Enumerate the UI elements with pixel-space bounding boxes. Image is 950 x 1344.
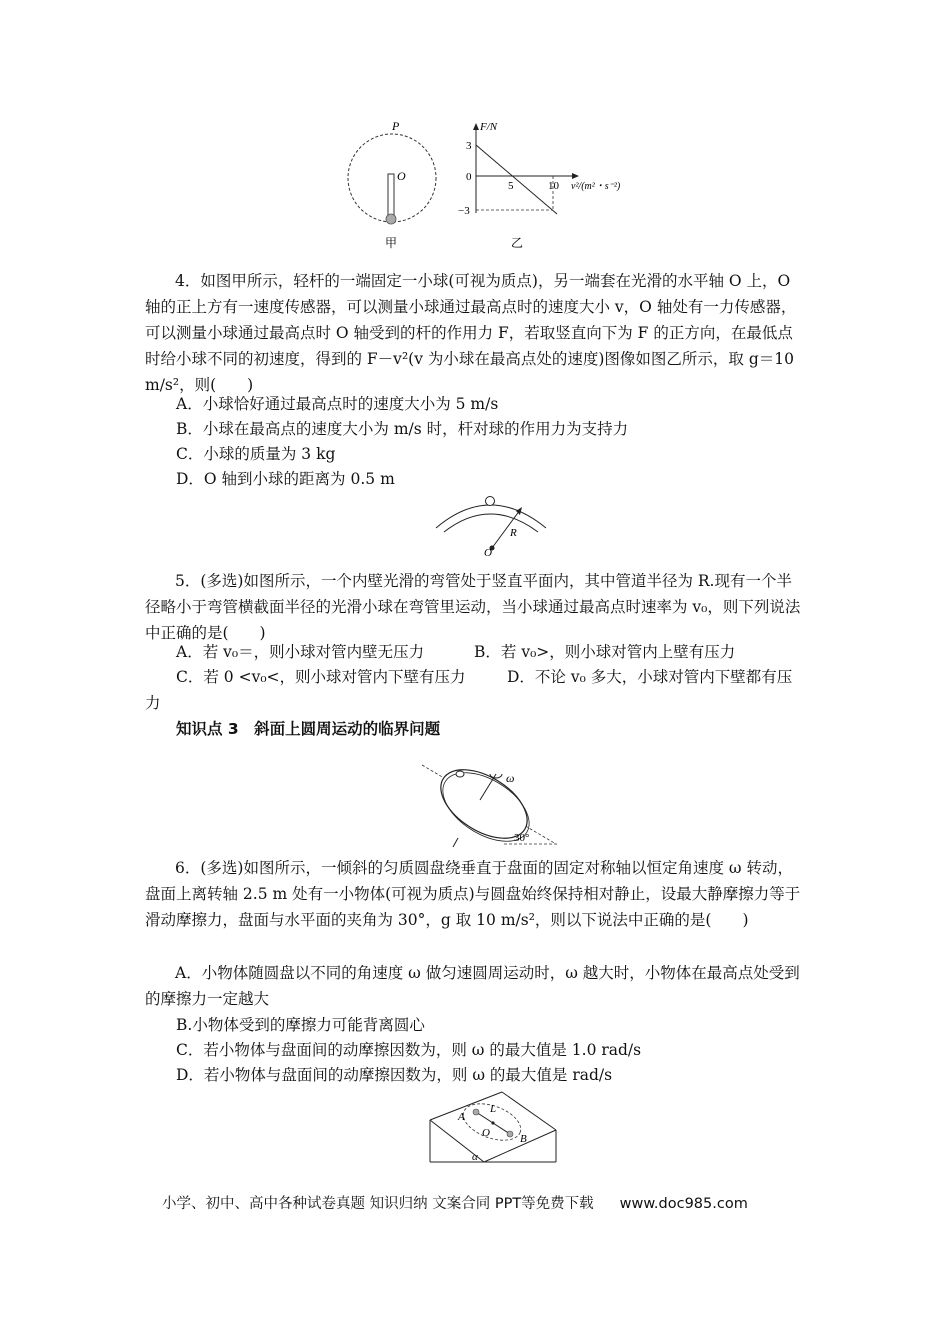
center-point-o <box>491 1121 494 1124</box>
q6-option-c: C．若小物体与盘面间的动摩擦因数为，则 ω 的最大值是 1.0 rad/s <box>176 1041 642 1059</box>
q6-option-b: B.小物体受到的摩擦力可能背离圆心 <box>176 1016 425 1034</box>
q6-option-d: D．若小物体与盘面间的动摩擦因数为，则 ω 的最大值是 rad/s <box>176 1066 613 1084</box>
q5-option-d: D．不论 v₀ 多大，小球对管内下壁都有压力 <box>145 668 793 712</box>
angle-label: 30° <box>514 832 530 844</box>
tick-label-neg3: −3 <box>458 205 470 217</box>
f-axis-label: F/N <box>480 121 498 133</box>
q4-option-c: C．小球的质量为 3 kg <box>176 445 336 463</box>
q5-stem: 5．(多选)如图所示，一个内壁光滑的弯管处于竖直平面内，其中管道半径为 R.现有一个半径略小于弯管横截面半径的光滑小球在弯管里运动，当小球通过最高点时速率为 v₀，则下列说法中正确的是( ) <box>145 572 801 642</box>
tube-inner-wall <box>444 514 538 532</box>
q6-option-a: A．小物体随圆盘以不同的角速度 ω 做匀速圆周运动时，ω 越大时，小物体在最高点处受到的摩擦力一定越大 <box>145 964 800 1008</box>
f-axis-arrow <box>473 123 479 130</box>
omega-label: ω <box>506 771 515 785</box>
small-object <box>456 771 464 777</box>
q5-option-a: A．若 v₀＝，则小球对管内壁无压力 <box>176 643 425 661</box>
label-r: R <box>510 527 517 539</box>
v2-axis-label: v²/(m²・s⁻²) <box>571 181 621 192</box>
q5-option-b: B．若 v₀>，则小球对管内上壁有压力 <box>474 643 736 661</box>
q4-option-b: B．小球在最高点的速度大小为 m/s 时，杆对球的作用力为支持力 <box>176 420 629 438</box>
figure-jia-label: 甲 <box>385 236 398 250</box>
label-b: B <box>520 1133 527 1145</box>
q4-stem: 4．如图甲所示，轻杆的一端固定一小球(可视为质点)，另一端套在光滑的水平轴 O 上，O 轴的正上方有一速度传感器，可以测量小球通过最高点时的速度大小 v，O 轴处有一力传感器，可以测量小球通过最高点时 O 轴受到的杆的作用力 F，若取竖直向下为 F 的正方向，在最低点时给小球不同的初速度，得到的 F－v²(v 为小球在最高点处的速度)图像如图乙所示，取 g＝10 m/s²，则( ) <box>145 272 797 394</box>
tick-label-10: 10 <box>548 180 559 192</box>
q6-stem: 6．(多选)如图所示，一倾斜的匀质圆盘绕垂直于盘面的固定对称轴以恒定角速度 ω 转动，盘面上离转轴 2.5 m 处有一小物体(可视为质点)与圆盘始终保持相对静止，设最大静摩擦力等于滑动摩擦力，盘面与水平面的夹角为 30°，g 取 10 m/s²，则以下说法中正确的是( ) <box>145 859 801 929</box>
label-o: O <box>482 1127 490 1139</box>
label-o: O <box>484 547 492 559</box>
footer-site-link[interactable]: www.doc985.com <box>619 1196 748 1212</box>
figure-incline <box>426 1090 560 1168</box>
figure-yi-label: 乙 <box>511 236 524 250</box>
label-alpha: α <box>472 1151 478 1163</box>
q4-option-a: A．小球恰好通过最高点时的速度大小为 5 m/s <box>176 395 499 413</box>
tick-label-0: 0 <box>466 171 472 183</box>
figure-q4 <box>340 118 640 253</box>
label-a: A <box>458 1111 465 1123</box>
footer-text: 小学、初中、高中各种试卷真题 知识归纳 文案合同 PPT等免费下载 <box>162 1196 594 1212</box>
figure-q6 <box>420 760 560 850</box>
ball-a <box>473 1109 479 1115</box>
tube-outer-wall <box>436 505 546 528</box>
point-p-label: P <box>392 119 400 133</box>
f-v2-line <box>476 145 557 214</box>
ball-b <box>507 1131 513 1137</box>
rotation-axis-bottom <box>453 838 458 847</box>
small-ball <box>386 214 396 224</box>
ball-in-tube <box>486 497 495 506</box>
footer <box>162 1192 748 1213</box>
figure-q5 <box>432 488 552 560</box>
incline-top-right <box>502 1092 556 1130</box>
q4-option-d: D．O 轴到小球的距离为 0.5 m <box>176 470 395 488</box>
tick-label-5: 5 <box>508 180 514 192</box>
tick-label-3: 3 <box>466 140 472 152</box>
light-rod <box>388 174 394 218</box>
axis-o-label: O <box>397 169 406 183</box>
v2-axis-arrow <box>572 173 579 179</box>
label-l: L <box>490 1103 497 1115</box>
q5-option-c: C．若 0 <v₀<，则小球对管内下壁有压力 <box>176 668 466 686</box>
section-heading: 知识点 3 斜面上圆周运动的临界问题 <box>176 720 441 738</box>
